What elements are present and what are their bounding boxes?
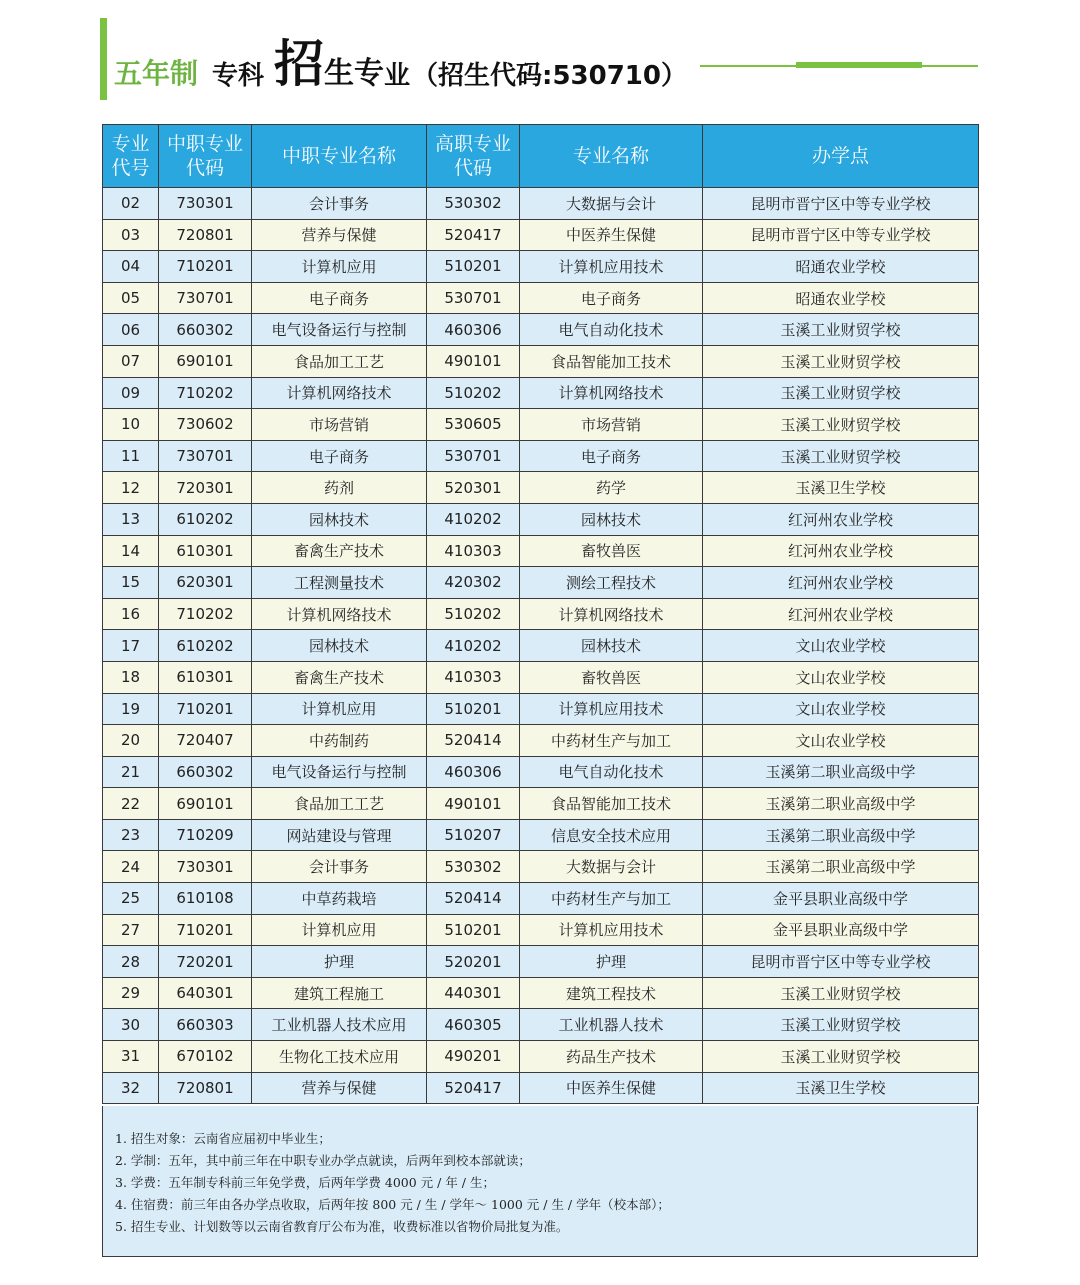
table-row [103, 756, 979, 788]
table-row [103, 282, 979, 314]
secondary-name-cell: 营养与保健 [252, 1072, 427, 1104]
major-id-cell: 30 [103, 1009, 159, 1041]
higher-code-cell: 460306 [427, 314, 520, 346]
school-cell: 玉溪第二职业高级中学 [703, 819, 979, 851]
table-row [103, 503, 979, 535]
table-row [103, 251, 979, 283]
secondary-name-cell: 营养与保健 [252, 219, 427, 251]
table-row [103, 314, 979, 346]
school-cell: 文山农业学校 [703, 693, 979, 725]
major-name-cell: 计算机网络技术 [520, 598, 703, 630]
header-text-secondary-name: 中职专业名称 [281, 145, 396, 167]
table-row [103, 535, 979, 567]
school-cell: 玉溪工业财贸学校 [703, 345, 979, 377]
table-row [103, 693, 979, 725]
school-cell: 红河州农业学校 [703, 567, 979, 599]
major-id-cell: 13 [103, 503, 159, 535]
secondary-name-cell: 计算机网络技术 [252, 377, 427, 409]
secondary-code-cell: 710209 [159, 819, 252, 851]
higher-code-cell: 440301 [427, 977, 520, 1009]
major-name-cell: 电子商务 [520, 282, 703, 314]
major-name-cell: 护理 [520, 946, 703, 978]
table-row [103, 472, 979, 504]
secondary-code-cell: 720201 [159, 946, 252, 978]
secondary-code-cell: 720801 [159, 1072, 252, 1104]
table-row [103, 1072, 979, 1104]
school-cell: 红河州农业学校 [703, 503, 979, 535]
higher-code-cell: 410202 [427, 630, 520, 662]
secondary-name-cell: 市场营销 [252, 409, 427, 441]
secondary-code-cell: 610301 [159, 535, 252, 567]
col-header-higher-code [427, 125, 520, 188]
title-enrollment-code: （招生代码:530710） [412, 61, 687, 91]
major-name-cell: 测绘工程技术 [520, 567, 703, 599]
school-cell: 昆明市晋宁区中等专业学校 [703, 219, 979, 251]
note-item: 2. 学制：五年，其中前三年在中职专业办学点就读，后两年到校本部就读； [115, 1153, 531, 1168]
school-cell: 玉溪第二职业高级中学 [703, 851, 979, 883]
school-cell: 玉溪工业财贸学校 [703, 1041, 979, 1073]
secondary-code-cell: 640301 [159, 977, 252, 1009]
title-ye-char: 业 [384, 61, 411, 91]
major-name-cell: 中医养生保健 [520, 1072, 703, 1104]
major-id-cell: 10 [103, 409, 159, 441]
secondary-code-cell: 710201 [159, 251, 252, 283]
school-cell: 玉溪工业财贸学校 [703, 409, 979, 441]
major-name-cell: 工业机器人技术 [520, 1009, 703, 1041]
secondary-name-cell: 生物化工技术应用 [252, 1041, 427, 1073]
school-cell: 玉溪工业财贸学校 [703, 377, 979, 409]
major-name-cell: 药品生产技术 [520, 1041, 703, 1073]
major-id-cell: 18 [103, 661, 159, 693]
major-name-cell: 药学 [520, 472, 703, 504]
higher-code-cell: 530302 [427, 188, 520, 220]
secondary-name-cell: 电气设备运行与控制 [252, 756, 427, 788]
secondary-name-cell: 园林技术 [252, 630, 427, 662]
school-cell: 红河州农业学校 [703, 535, 979, 567]
higher-code-cell: 490101 [427, 788, 520, 820]
major-id-cell: 25 [103, 883, 159, 915]
secondary-code-cell: 730701 [159, 282, 252, 314]
col-header-secondary-name [252, 125, 427, 188]
major-name-cell: 中药材生产与加工 [520, 883, 703, 915]
header-divider-accent [796, 62, 922, 68]
higher-code-cell: 410303 [427, 535, 520, 567]
major-name-cell: 中医养生保健 [520, 219, 703, 251]
major-name-cell: 园林技术 [520, 630, 703, 662]
major-id-cell: 16 [103, 598, 159, 630]
secondary-name-cell: 网站建设与管理 [252, 819, 427, 851]
secondary-name-cell: 工程测量技术 [252, 567, 427, 599]
major-name-cell: 计算机应用技术 [520, 251, 703, 283]
secondary-name-cell: 计算机应用 [252, 693, 427, 725]
secondary-code-cell: 610202 [159, 503, 252, 535]
major-name-cell: 计算机应用技术 [520, 693, 703, 725]
secondary-code-cell: 670102 [159, 1041, 252, 1073]
table-row [103, 914, 979, 946]
table-row [103, 409, 979, 441]
higher-code-cell: 520417 [427, 1072, 520, 1104]
secondary-code-cell: 710201 [159, 693, 252, 725]
higher-code-cell: 510201 [427, 251, 520, 283]
school-cell: 玉溪第二职业高级中学 [703, 788, 979, 820]
major-id-cell: 27 [103, 914, 159, 946]
higher-code-cell: 510207 [427, 819, 520, 851]
major-id-cell: 22 [103, 788, 159, 820]
secondary-code-cell: 720801 [159, 219, 252, 251]
higher-code-cell: 510202 [427, 377, 520, 409]
major-id-cell: 09 [103, 377, 159, 409]
secondary-code-cell: 720301 [159, 472, 252, 504]
major-name-cell: 计算机网络技术 [520, 377, 703, 409]
higher-code-cell: 490101 [427, 345, 520, 377]
higher-code-cell: 490201 [427, 1041, 520, 1073]
secondary-code-cell: 730301 [159, 188, 252, 220]
table-row [103, 440, 979, 472]
secondary-name-cell: 食品加工工艺 [252, 788, 427, 820]
header-text-higher-code: 高职专业 代码 [434, 133, 511, 179]
secondary-code-cell: 660302 [159, 756, 252, 788]
school-cell: 玉溪工业财贸学校 [703, 977, 979, 1009]
secondary-name-cell: 食品加工工艺 [252, 345, 427, 377]
major-id-cell: 07 [103, 345, 159, 377]
page-header [100, 18, 980, 100]
table-body [103, 188, 979, 1104]
note-item: 1. 招生对象：云南省应届初中毕业生； [115, 1131, 331, 1146]
secondary-name-cell: 计算机应用 [252, 914, 427, 946]
table-row [103, 661, 979, 693]
secondary-name-cell: 计算机网络技术 [252, 598, 427, 630]
major-name-cell: 计算机应用技术 [520, 914, 703, 946]
table-row [103, 977, 979, 1009]
major-id-cell: 31 [103, 1041, 159, 1073]
higher-code-cell: 460306 [427, 756, 520, 788]
table-row [103, 377, 979, 409]
table-row [103, 567, 979, 599]
title-enroll-char: 招 [274, 35, 325, 93]
school-cell: 玉溪第二职业高级中学 [703, 756, 979, 788]
major-id-cell: 05 [103, 282, 159, 314]
secondary-code-cell: 730701 [159, 440, 252, 472]
school-cell: 玉溪卫生学校 [703, 472, 979, 504]
title-five-year: 五年制 [114, 57, 199, 90]
major-name-cell: 中药材生产与加工 [520, 725, 703, 757]
major-id-cell: 14 [103, 535, 159, 567]
table-row [103, 788, 979, 820]
major-id-cell: 12 [103, 472, 159, 504]
secondary-code-cell: 710202 [159, 598, 252, 630]
major-id-cell: 32 [103, 1072, 159, 1104]
higher-code-cell: 510201 [427, 693, 520, 725]
enrollment-table [102, 124, 979, 1104]
major-name-cell: 电气自动化技术 [520, 756, 703, 788]
school-cell: 金平县职业高级中学 [703, 883, 979, 915]
major-name-cell: 大数据与会计 [520, 851, 703, 883]
major-id-cell: 11 [103, 440, 159, 472]
major-name-cell: 大数据与会计 [520, 188, 703, 220]
school-cell: 昆明市晋宁区中等专业学校 [703, 946, 979, 978]
major-id-cell: 17 [103, 630, 159, 662]
major-id-cell: 20 [103, 725, 159, 757]
school-cell: 玉溪工业财贸学校 [703, 440, 979, 472]
major-name-cell: 电子商务 [520, 440, 703, 472]
title-junior-college: 专科 [212, 61, 265, 91]
major-name-cell: 食品智能加工技术 [520, 345, 703, 377]
secondary-name-cell: 畜禽生产技术 [252, 661, 427, 693]
note-item: 5. 招生专业、计划数等以云南省教育厅公布为准，收费标准以省物价局批复为准。 [115, 1219, 569, 1234]
page-title [114, 36, 687, 92]
higher-code-cell: 520414 [427, 883, 520, 915]
higher-code-cell: 460305 [427, 1009, 520, 1041]
secondary-name-cell: 中草药栽培 [252, 883, 427, 915]
secondary-name-cell: 会计事务 [252, 851, 427, 883]
secondary-code-cell: 610301 [159, 661, 252, 693]
higher-code-cell: 510201 [427, 914, 520, 946]
secondary-name-cell: 建筑工程施工 [252, 977, 427, 1009]
major-name-cell: 园林技术 [520, 503, 703, 535]
table-row [103, 345, 979, 377]
secondary-code-cell: 710202 [159, 377, 252, 409]
secondary-code-cell: 660303 [159, 1009, 252, 1041]
secondary-code-cell: 620301 [159, 567, 252, 599]
major-id-cell: 06 [103, 314, 159, 346]
secondary-name-cell: 工业机器人技术应用 [252, 1009, 427, 1041]
higher-code-cell: 410202 [427, 503, 520, 535]
higher-code-cell: 520301 [427, 472, 520, 504]
table-row [103, 883, 979, 915]
major-id-cell: 03 [103, 219, 159, 251]
note-item: 3. 学费：五年制专科前三年免学费，后两年学费 4000 元 / 年 / 生； [115, 1175, 495, 1190]
col-header-secondary-code [159, 125, 252, 188]
table-row [103, 219, 979, 251]
higher-code-cell: 420302 [427, 567, 520, 599]
major-name-cell: 畜牧兽医 [520, 535, 703, 567]
school-cell: 昭通农业学校 [703, 251, 979, 283]
secondary-name-cell: 中药制药 [252, 725, 427, 757]
major-id-cell: 28 [103, 946, 159, 978]
school-cell: 玉溪工业财贸学校 [703, 314, 979, 346]
secondary-name-cell: 畜禽生产技术 [252, 535, 427, 567]
table-row [103, 851, 979, 883]
table-row [103, 630, 979, 662]
major-name-cell: 信息安全技术应用 [520, 819, 703, 851]
secondary-name-cell: 电子商务 [252, 282, 427, 314]
secondary-name-cell: 药剂 [252, 472, 427, 504]
col-header-major-id [103, 125, 159, 188]
header-text-school: 办学点 [811, 145, 869, 167]
major-id-cell: 19 [103, 693, 159, 725]
table-row [103, 819, 979, 851]
major-id-cell: 29 [103, 977, 159, 1009]
notes-list [103, 1106, 977, 1238]
higher-code-cell: 520414 [427, 725, 520, 757]
note-item: 4. 住宿费：前三年由各办学点收取，后两年按 800 元 / 生 / 学年～ 1000 元 / 生 / 学年（校本部）； [115, 1197, 670, 1212]
major-id-cell: 21 [103, 756, 159, 788]
table-row [103, 598, 979, 630]
school-cell: 昭通农业学校 [703, 282, 979, 314]
table-row [103, 725, 979, 757]
school-cell: 玉溪工业财贸学校 [703, 1009, 979, 1041]
major-name-cell: 市场营销 [520, 409, 703, 441]
higher-code-cell: 520201 [427, 946, 520, 978]
higher-code-cell: 530701 [427, 440, 520, 472]
higher-code-cell: 530605 [427, 409, 520, 441]
school-cell: 金平县职业高级中学 [703, 914, 979, 946]
header-text-secondary-code: 中职专业 代码 [166, 133, 243, 179]
secondary-code-cell: 610108 [159, 883, 252, 915]
school-cell: 红河州农业学校 [703, 598, 979, 630]
major-id-cell: 02 [103, 188, 159, 220]
higher-code-cell: 520417 [427, 219, 520, 251]
school-cell: 昆明市晋宁区中等专业学校 [703, 188, 979, 220]
notes-panel [102, 1106, 978, 1257]
secondary-name-cell: 园林技术 [252, 503, 427, 535]
secondary-name-cell: 计算机应用 [252, 251, 427, 283]
col-header-school [703, 125, 979, 188]
col-header-major-name [520, 125, 703, 188]
major-name-cell: 建筑工程技术 [520, 977, 703, 1009]
secondary-name-cell: 电气设备运行与控制 [252, 314, 427, 346]
secondary-name-cell: 会计事务 [252, 188, 427, 220]
secondary-code-cell: 690101 [159, 788, 252, 820]
secondary-code-cell: 610202 [159, 630, 252, 662]
school-cell: 文山农业学校 [703, 725, 979, 757]
major-name-cell: 电气自动化技术 [520, 314, 703, 346]
major-name-cell: 食品智能加工技术 [520, 788, 703, 820]
secondary-code-cell: 690101 [159, 345, 252, 377]
major-id-cell: 15 [103, 567, 159, 599]
major-id-cell: 04 [103, 251, 159, 283]
header-accent-bar [100, 18, 107, 100]
title-major-chars: 生专 [324, 56, 385, 91]
table-header-row [103, 125, 979, 188]
school-cell: 文山农业学校 [703, 630, 979, 662]
higher-code-cell: 530302 [427, 851, 520, 883]
higher-code-cell: 530701 [427, 282, 520, 314]
higher-code-cell: 510202 [427, 598, 520, 630]
table-row [103, 1009, 979, 1041]
table-row [103, 1041, 979, 1073]
secondary-code-cell: 730301 [159, 851, 252, 883]
major-id-cell: 23 [103, 819, 159, 851]
secondary-name-cell: 电子商务 [252, 440, 427, 472]
table-row [103, 188, 979, 220]
secondary-code-cell: 730602 [159, 409, 252, 441]
school-cell: 玉溪卫生学校 [703, 1072, 979, 1104]
secondary-code-cell: 720407 [159, 725, 252, 757]
header-text-major-name: 专业名称 [572, 145, 649, 167]
secondary-code-cell: 710201 [159, 914, 252, 946]
major-name-cell: 畜牧兽医 [520, 661, 703, 693]
school-cell: 文山农业学校 [703, 661, 979, 693]
higher-code-cell: 410303 [427, 661, 520, 693]
major-id-cell: 24 [103, 851, 159, 883]
secondary-code-cell: 660302 [159, 314, 252, 346]
secondary-name-cell: 护理 [252, 946, 427, 978]
table-row [103, 946, 979, 978]
header-text-major-id: 专业 代号 [111, 133, 150, 179]
